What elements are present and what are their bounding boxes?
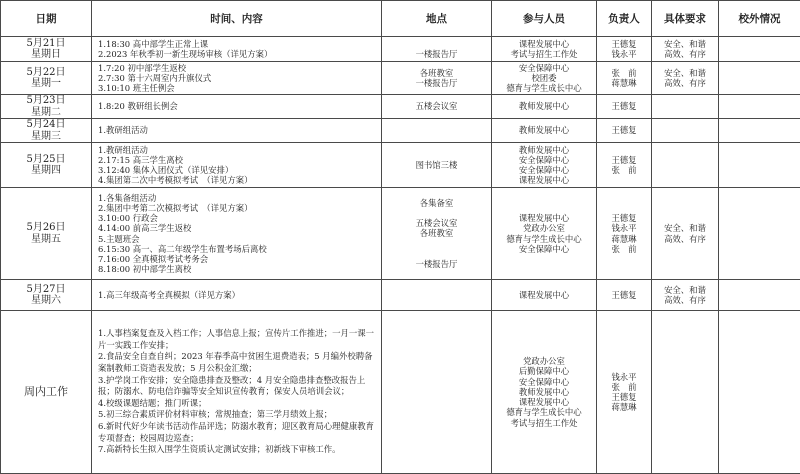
location-line: 各班教室 [384,68,489,78]
content-cell [92,37,382,62]
location-cell [382,37,492,62]
owner: 蒋慧琳 [599,78,649,88]
table-row [1,188,800,280]
external-cell [719,62,800,95]
table-row [1,62,800,95]
external-cell [719,143,800,188]
weekday: 星期四 [3,165,89,177]
weekly-work-row [1,311,800,474]
participant: 考试与招生工作处 [494,418,594,428]
participant: 德育与学生成长中心 [494,83,594,93]
owner: 钱永平 [599,49,649,59]
content-line: 2.7:30 第十六周室内升旗仪式 [98,73,379,83]
participants-cell [492,280,597,311]
content-line: 1.各集备组活动 [98,193,379,203]
header-participants: 参与人员 [492,1,597,37]
requirement: 安全、和谐 [654,68,716,78]
date: 5月21日 [3,38,89,50]
date: 5月24日 [3,119,89,131]
requirements-cell [652,143,719,188]
weekly-label-cell [1,311,92,474]
weekday: 星期日 [3,49,89,61]
weekly-content-cell [92,311,382,474]
header-owner: 负责人 [597,1,652,37]
date-cell [1,280,92,311]
participant: 教师发展中心 [494,101,594,111]
owner: 王德复 [599,213,649,223]
weekly-label: 周内工作 [24,385,68,398]
content-line: 1.7:20 初中部学生返校 [98,63,379,73]
location-line: 五楼会议室 [384,101,489,111]
requirements-cell [652,119,719,143]
table-row [1,280,800,311]
content-line: 4.14:00 前高三学生返校 [98,223,379,233]
table-row [1,95,800,119]
owner: 王德复 [599,290,649,300]
header-location: 地点 [382,1,492,37]
weekly-item: 7.高新特长生拟入围学生资质认定测试安排；初新线下审核工作。 [98,444,379,456]
participant: 课程发展中心 [494,397,594,407]
requirements-cell [652,62,719,95]
participant: 课程发展中心 [494,175,594,185]
content-cell [92,143,382,188]
owner: 张 前 [599,165,649,175]
participant: 课程发展中心 [494,213,594,223]
content-line: 3.12:40 集体入团仪式（详见安排） [98,165,379,175]
owner: 王德复 [599,155,649,165]
table-row [1,119,800,143]
external-cell [719,188,800,280]
content-line: 3.10:00 行政会 [98,213,379,223]
location-line: 各集备室 [384,198,489,208]
requirement: 高效、有序 [654,78,716,88]
participant: 德育与学生成长中心 [494,234,594,244]
participant: 教师发展中心 [494,387,594,397]
participant: 德育与学生成长中心 [494,407,594,417]
weekly-external-cell [719,311,800,474]
table-row [1,143,800,188]
date: 5月26日 [3,222,89,234]
weekly-requirements-cell [652,311,719,474]
participant: 考试与招生工作处 [494,49,594,59]
location-line: 一楼报告厅 [384,259,489,269]
requirements-cell [652,280,719,311]
external-cell [719,37,800,62]
header-time-content: 时间、内容 [92,1,382,37]
date: 5月22日 [3,67,89,79]
weekday: 星期六 [3,295,89,307]
location-line [384,208,489,218]
owner: 王德复 [599,101,649,111]
owner: 张 前 [599,68,649,78]
date: 5月27日 [3,284,89,296]
participants-cell [492,188,597,280]
date-cell [1,62,92,95]
location-line [384,239,489,249]
table-row [1,37,800,62]
participant: 教师发展中心 [494,145,594,155]
participants-cell [492,119,597,143]
weekly-item: 5.初三综合素质评价材料审核；常规抽查；第三学月绩效上报； [98,409,379,421]
header-requirements: 具体要求 [652,1,719,37]
location-cell [382,62,492,95]
owner: 王德复 [599,125,649,135]
owner-cell [597,280,652,311]
location-cell [382,143,492,188]
owner-cell [597,37,652,62]
participant: 后勤保障中心 [494,366,594,376]
location-line: 各班教室 [384,228,489,238]
requirement: 安全、和谐 [654,39,716,49]
participant: 安全保障中心 [494,63,594,73]
weekday: 星期二 [3,107,89,119]
owner: 蒋慧琳 [599,402,649,412]
location-cell [382,95,492,119]
content-cell [92,188,382,280]
weekly-item: 2.食品安全自查自纠；2023 年春季高中贫困生退费造表；5 月编外校聘备案制教师工资造表发放；5 月公积金汇缴； [98,351,379,374]
content-line: 1.教研组活动 [98,125,379,135]
owner-cell [597,188,652,280]
owner-cell [597,95,652,119]
owner: 张 前 [599,382,649,392]
content-cell [92,119,382,143]
date-cell [1,119,92,143]
content-line: 2.2023 年秋季初一新生现场审核（详见方案） [98,49,379,59]
date-cell [1,188,92,280]
external-cell [719,95,800,119]
owner-cell [597,143,652,188]
owner: 蒋慧琳 [599,234,649,244]
requirement: 安全、和谐 [654,223,716,233]
owner: 钱永平 [599,223,649,233]
content-line: 1.18:30 高中部学生正常上课 [98,39,379,49]
date-cell [1,95,92,119]
content-line: 2.17:15 高三学生离校 [98,155,379,165]
date: 5月23日 [3,95,89,107]
location-line: 一楼报告厅 [384,49,489,59]
content-line: 7.16:00 全真模拟考试考务会 [98,254,379,264]
date-cell [1,37,92,62]
weekly-item: 4.校级课题结题；推门听课； [98,398,379,410]
owner: 王德复 [599,39,649,49]
requirements-cell [652,95,719,119]
content-line: 1.8:20 教研组长例会 [98,101,379,111]
content-line: 5.主题班会 [98,234,379,244]
participant: 安全保障中心 [494,165,594,175]
weekly-location-cell [382,311,492,474]
participant: 校团委 [494,73,594,83]
external-cell [719,280,800,311]
content-cell [92,62,382,95]
participants-cell [492,37,597,62]
date-cell [1,143,92,188]
header-date: 日期 [1,1,92,37]
location-cell [382,188,492,280]
participants-cell [492,143,597,188]
date: 5月25日 [3,154,89,166]
weekly-owner-cell [597,311,652,474]
content-line: 8.18:00 初中部学生离校 [98,264,379,274]
weekday: 星期五 [3,234,89,246]
participants-cell [492,95,597,119]
content-line: 4.集团第二次中考模拟考试 （详见方案） [98,175,379,185]
requirement: 安全、和谐 [654,285,716,295]
owner: 王德复 [599,392,649,402]
participant: 安全保障中心 [494,377,594,387]
header-external: 校外情况 [719,1,800,37]
requirement: 高效、有序 [654,295,716,305]
content-line: 1.高三年级高考全真模拟（详见方案） [98,290,379,300]
requirement: 高效、有序 [654,49,716,59]
participant: 安全保障中心 [494,155,594,165]
participants-cell [492,62,597,95]
content-line: 1.教研组活动 [98,145,379,155]
requirements-cell [652,188,719,280]
weekly-item: 1.人事档案复查及入档工作；人事信息上报；宣传片工作推进；一月一课一片一实践工作安排； [98,328,379,351]
content-line: 2.集团中考第二次模拟考试 （详见方案） [98,203,379,213]
weekly-participants-cell [492,311,597,474]
location-line: 五楼会议室 [384,218,489,228]
participant: 安全保障中心 [494,244,594,254]
weekday: 星期三 [3,131,89,143]
participant: 课程发展中心 [494,39,594,49]
owner: 张 前 [599,244,649,254]
location-line: 图书馆三楼 [384,160,489,170]
location-cell [382,280,492,311]
content-cell [92,95,382,119]
external-cell [719,119,800,143]
requirement: 高效、有序 [654,234,716,244]
header-row [1,1,800,37]
owner-cell [597,62,652,95]
location-line: 一楼报告厅 [384,78,489,88]
location-cell [382,119,492,143]
content-line: 6.15:30 高一、高二年级学生布置考场后离校 [98,244,379,254]
weekly-item: 3.护学岗工作安排；安全隐患排查及整改；4 月安全隐患排查整改报告上报；防溺水、防电信诈骗等安全知识宣传教育；保安人员培训会议； [98,375,379,398]
content-line: 3.10:10 班主任例会 [98,83,379,93]
owner: 钱永平 [599,372,649,382]
owner-cell [597,119,652,143]
participant: 党政办公室 [494,356,594,366]
weekday: 星期一 [3,78,89,90]
requirements-cell [652,37,719,62]
location-line [384,249,489,259]
participant: 教师发展中心 [494,125,594,135]
weekly-item: 6.新时代好少年读书活动作品评选；防溺水教育；迎区教育局心理健康教育专项督查；校园周边巡查； [98,421,379,444]
participant: 党政办公室 [494,223,594,233]
content-cell [92,280,382,311]
participant: 课程发展中心 [494,290,594,300]
location-line [384,39,489,49]
